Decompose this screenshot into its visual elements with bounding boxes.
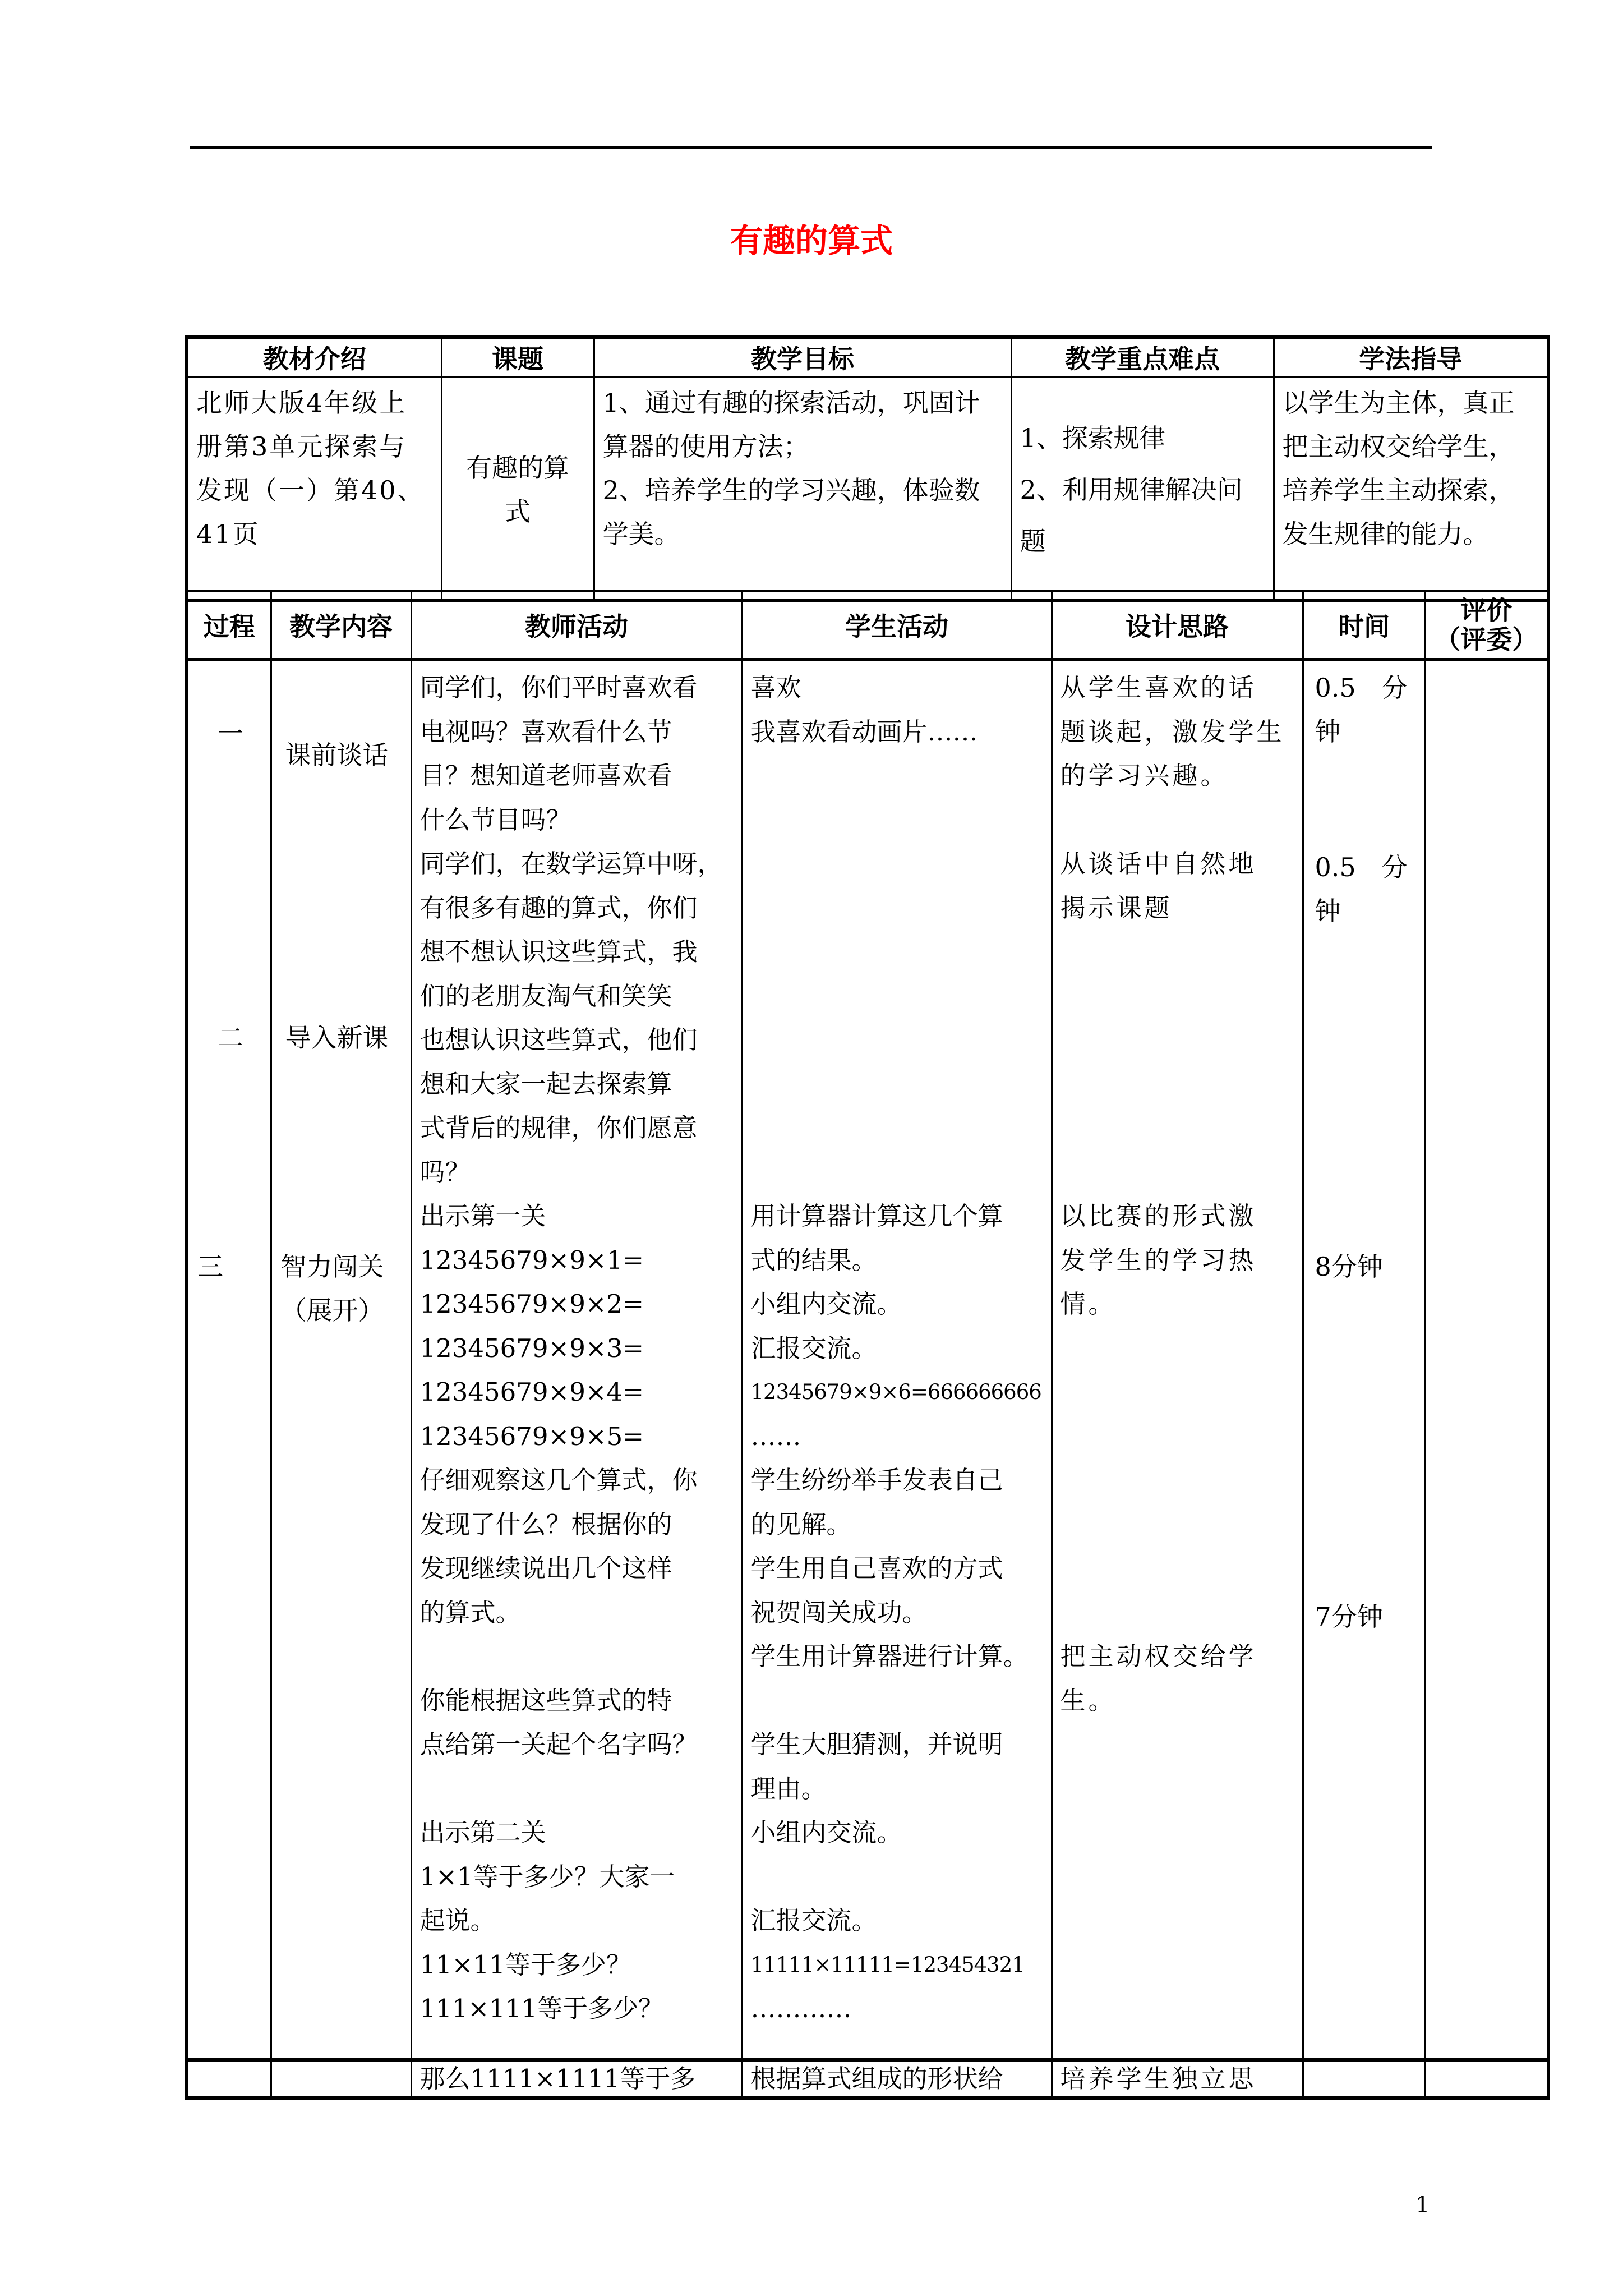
student-activity-line xyxy=(751,1062,1044,1107)
header-evaluation xyxy=(1425,591,1548,660)
teacher-activity-line: 出示第一关 xyxy=(419,1201,546,1231)
design-rationale xyxy=(1061,666,1295,1723)
process-header-row xyxy=(187,591,1548,660)
teacher-activity-line: 电视吗？喜欢看什么节 xyxy=(419,716,672,747)
tail-design: 培养学生独立思 xyxy=(1052,2060,1303,2098)
student-activity-line xyxy=(751,1106,1044,1151)
student-activity-line: 12345679×9×6=666666666 xyxy=(750,1380,1041,1404)
design-rationale-line xyxy=(1061,1062,1295,1107)
teacher-activity-line: 你能根据这些算式的特 xyxy=(419,1685,672,1715)
key-point-1: 1、探索规律 xyxy=(1020,423,1165,453)
teacher-activity-line xyxy=(420,1767,735,1811)
goal-2: 2、培养学生的学习兴趣，体验数学美。 xyxy=(602,475,980,549)
student-activity-line: 小组内交流。 xyxy=(750,1818,902,1847)
header-key-points: 教学重点难点 xyxy=(1011,337,1274,377)
teacher-activity-line: 12345679×9×1= xyxy=(419,1245,644,1275)
student-activity-line: 汇报交流。 xyxy=(750,1333,877,1363)
student-activity-line xyxy=(751,798,1044,843)
teacher-activity-line: 起说。 xyxy=(419,1906,496,1935)
teacher-activity xyxy=(420,666,735,2031)
design-rationale-line xyxy=(1061,1370,1295,1415)
teacher-activity-line: 同学们，在数学运算中呀， xyxy=(419,849,723,878)
header-eval-line2: （评委） xyxy=(1435,624,1538,655)
method-cell: 以学生为主体，真正把主动权交给学生，培养学生主动探索，发生规律的能力。 xyxy=(1274,377,1548,601)
student-activity-line xyxy=(751,842,1044,886)
teacher-activity-line: 什么节目吗？ xyxy=(419,804,571,835)
header-goals: 教学目标 xyxy=(594,337,1011,377)
design-rationale-line: 从学生喜欢的话 xyxy=(1060,673,1257,702)
time-cell xyxy=(1303,660,1425,2060)
student-activity-line xyxy=(751,886,1044,931)
process-body-row xyxy=(187,660,1548,2060)
header-content: 教学内容 xyxy=(271,591,411,660)
design-rationale-line xyxy=(1061,1591,1295,1635)
design-rationale-line xyxy=(1061,1458,1295,1503)
header-rule xyxy=(190,146,1432,149)
design-rationale-line: 把主动权交给学 xyxy=(1060,1641,1257,1671)
student-activity-line xyxy=(751,930,1044,974)
design-rationale-line xyxy=(1061,930,1295,974)
teacher-activity-line: 12345679×9×3= xyxy=(419,1333,644,1363)
design-rationale-line: 以比赛的形式激 xyxy=(1060,1201,1257,1231)
header-teacher: 教师活动 xyxy=(411,591,742,660)
content-2: 导入新课 xyxy=(285,1023,389,1053)
time-3: 8分钟 xyxy=(1315,1251,1383,1282)
student-activity-line xyxy=(751,1151,1044,1195)
student-activity-line: 的见解。 xyxy=(750,1509,852,1539)
tail-step-cell xyxy=(187,2060,271,2098)
step-1: 一 xyxy=(218,719,243,749)
design-rationale-line: 题谈起，激发学生 xyxy=(1060,716,1285,747)
document-title: 有趣的算式 xyxy=(730,222,893,260)
design-rationale-line: 发学生的学习热 xyxy=(1060,1245,1257,1275)
student-activity-line xyxy=(751,974,1044,1019)
student-cell xyxy=(742,660,1052,2060)
overview-header-row xyxy=(187,337,1548,377)
teacher-activity-line: 吗？ xyxy=(419,1157,471,1187)
student-activity-line xyxy=(751,754,1044,798)
teacher-activity-line: 出示第二关 xyxy=(419,1818,546,1847)
teacher-activity-line: 想不想认识这些算式，我 xyxy=(419,937,698,967)
student-activity-line: 祝贺闯关成功。 xyxy=(750,1597,928,1627)
time-1-line1: 0.5 分 xyxy=(1315,673,1408,703)
tail-time-cell xyxy=(1303,2060,1425,2098)
header-time: 时间 xyxy=(1303,591,1425,660)
header-step: 过程 xyxy=(187,591,271,660)
process-table xyxy=(185,590,1550,2100)
student-activity-line: 喜欢 xyxy=(750,673,801,702)
design-rationale-line xyxy=(1061,1415,1295,1459)
teacher-activity-line: 目？想知道老师喜欢看 xyxy=(419,761,672,790)
teacher-activity-line: 111×111等于多少？ xyxy=(419,1994,663,2023)
overview-table xyxy=(185,335,1550,602)
step-3: 三 xyxy=(197,1251,223,1282)
design-rationale-line xyxy=(1061,1106,1295,1151)
header-eval-line1: 评价 xyxy=(1460,595,1513,625)
design-rationale-line xyxy=(1061,1151,1295,1195)
teacher-activity-line: 有很多有趣的算式，你们 xyxy=(419,892,698,923)
evaluation-cell xyxy=(1425,660,1548,2060)
design-rationale-line: 从谈话中自然地 xyxy=(1060,849,1257,878)
teacher-activity-line: 们的老朋友淘气和笑笑 xyxy=(419,981,672,1011)
design-rationale-line xyxy=(1061,1503,1295,1547)
content-cell xyxy=(271,660,411,2060)
design-rationale-line xyxy=(1061,1327,1295,1371)
student-activity-line: 理由。 xyxy=(750,1773,827,1803)
teacher-activity-line: 12345679×9×5= xyxy=(419,1421,644,1451)
student-activity-line: 学生大胆猜测，并说明 xyxy=(750,1729,1003,1759)
goals-cell xyxy=(594,377,1011,601)
design-rationale-line: 的学习兴趣。 xyxy=(1060,761,1229,790)
design-rationale-line: 揭示课题 xyxy=(1060,892,1173,923)
student-activity-line: 学生用自己喜欢的方式 xyxy=(750,1553,1003,1583)
header-student: 学生活动 xyxy=(742,591,1052,660)
teacher-activity-line: 的算式。 xyxy=(419,1597,521,1627)
goal-1: 1、通过有趣的探索活动，巩固计算器的使用方法； xyxy=(602,388,980,462)
topic-cell xyxy=(441,377,594,601)
header-material: 教材介绍 xyxy=(187,337,441,377)
time-2-line2: 钟 xyxy=(1315,896,1341,926)
teacher-activity-line: 式背后的规律，你们愿意 xyxy=(419,1113,698,1143)
content-3: 智力闯关 xyxy=(280,1251,384,1282)
student-activity xyxy=(751,666,1044,2031)
tail-content-cell xyxy=(271,2060,411,2098)
design-rationale-line xyxy=(1061,798,1295,843)
tail-eval-cell xyxy=(1425,2060,1548,2098)
tail-student: 根据算式组成的形状给 xyxy=(742,2060,1052,2098)
teacher-activity-line: 点给第一关起个名字吗？ xyxy=(419,1729,698,1759)
teacher-activity-line: 发现了什么？根据你的 xyxy=(419,1509,672,1539)
design-cell xyxy=(1052,660,1303,2060)
student-activity-line: 学生用计算器进行计算。 xyxy=(750,1641,1029,1671)
teacher-activity-line: 同学们，你们平时喜欢看 xyxy=(419,673,698,702)
process-tail-row xyxy=(187,2060,1548,2098)
teacher-activity-line: 仔细观察这几个算式，你 xyxy=(419,1465,698,1495)
teacher-activity-line: 1×1等于多少？大家一 xyxy=(419,1861,675,1892)
student-activity-line: 我喜欢看动画片…… xyxy=(750,716,978,747)
design-rationale-line: 生。 xyxy=(1060,1685,1117,1715)
student-activity-line: 11111×11111=123454321 xyxy=(750,1952,1025,1977)
key-point-2: 2、利用规律解决问题 xyxy=(1020,475,1243,556)
student-activity-line: ………… xyxy=(750,1994,852,2023)
topic-text: 有趣的算式 xyxy=(466,453,569,527)
step-cell xyxy=(187,660,271,2060)
overview-content-row xyxy=(187,377,1548,601)
material-cell: 北师大版4年级上册第3单元探索与发现（一）第40、41页 xyxy=(187,377,441,601)
student-activity-line: …… xyxy=(750,1421,801,1451)
design-rationale-line xyxy=(1061,1547,1295,1591)
teacher-activity-line xyxy=(420,1635,735,1679)
teacher-activity-line: 11×11等于多少？ xyxy=(419,1949,631,1980)
design-rationale-line xyxy=(1061,974,1295,1019)
student-activity-line: 式的结果。 xyxy=(750,1245,877,1275)
teacher-activity-line: 也想认识这些算式，他们 xyxy=(419,1025,698,1055)
time-4: 7分钟 xyxy=(1315,1602,1383,1632)
student-activity-line: 用计算器计算这几个算 xyxy=(750,1201,1003,1231)
student-activity-line xyxy=(751,1855,1044,1899)
student-activity-line: 学生纷纷举手发表自己 xyxy=(750,1465,1003,1495)
design-rationale-line xyxy=(1061,1018,1295,1062)
student-activity-line: 小组内交流。 xyxy=(750,1289,902,1319)
key-points-cell xyxy=(1011,377,1274,601)
teacher-activity-line: 12345679×9×2= xyxy=(419,1289,644,1319)
page-number: 1 xyxy=(1415,2192,1430,2218)
tail-teacher: 那么1111×1111等于多 xyxy=(411,2060,742,2098)
teacher-activity-line: 想和大家一起去探索算 xyxy=(419,1069,672,1099)
student-activity-line: 汇报交流。 xyxy=(750,1906,877,1935)
teacher-activity-line: 发现继续说出几个这样 xyxy=(419,1553,672,1583)
content-1: 课前谈话 xyxy=(285,740,389,770)
time-1-line2: 钟 xyxy=(1315,716,1341,747)
time-2-line1: 0.5 分 xyxy=(1315,852,1408,882)
step-2: 二 xyxy=(218,1023,243,1053)
student-activity-line xyxy=(751,1018,1044,1062)
design-rationale-line: 情。 xyxy=(1060,1289,1117,1319)
teacher-activity-line: 12345679×9×4= xyxy=(419,1377,644,1407)
header-design: 设计思路 xyxy=(1052,591,1303,660)
content-3-sub: （展开） xyxy=(280,1295,384,1326)
header-method: 学法指导 xyxy=(1274,337,1548,377)
header-topic: 课题 xyxy=(441,337,594,377)
teacher-cell xyxy=(411,660,742,2060)
student-activity-line xyxy=(751,1679,1044,1723)
